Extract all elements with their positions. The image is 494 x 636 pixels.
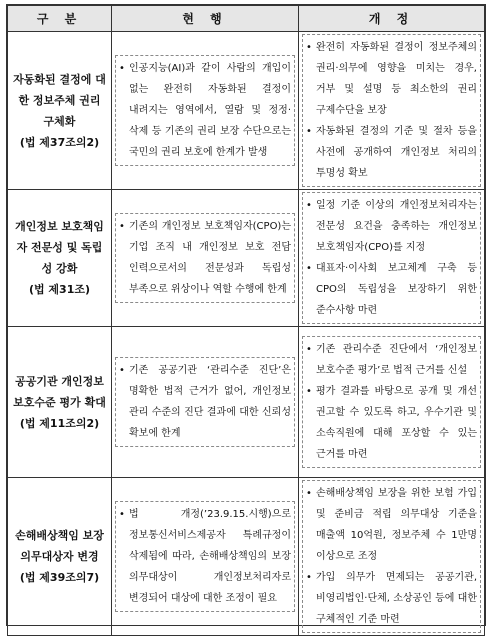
header-row: [8, 6, 485, 32]
table-row: [8, 190, 485, 327]
subject-law-reference: (법 제37조의2): [19, 135, 100, 149]
list-item-text: 손해배상책임 보장을 위한 보험 가입 및 준비금 적립 의무대상 기준을 매출액 10억원, 정보주체 수 1만명 이상으로 조정: [316, 488, 477, 562]
list-item-text: 자동화된 결정의 기준 및 절차 등을 사전에 공개하여 개인정보 처리의 투명성 확보: [316, 126, 477, 179]
bullet-icon: •: [306, 126, 312, 137]
revision-cell: [299, 327, 485, 478]
list-item: [306, 567, 477, 630]
bullet-icon: •: [306, 344, 312, 355]
header-subject: 구 분: [8, 6, 112, 32]
row-subject: [8, 478, 112, 636]
bullet-icon: •: [119, 63, 125, 74]
list-item: [306, 339, 477, 381]
list-item-text: 평가 결과를 바탕으로 공개 및 개선 권고할 수 있도록 하고, 우수기관 및 소속직원에 대해 포상할 수 있는 근거를 마련: [316, 386, 477, 460]
bullet-icon: •: [119, 509, 125, 520]
subject-law-reference: (법 제11조의2): [19, 416, 100, 430]
list-item-text: 기존 관리수준 진단에서 ‘개인정보 보호수준 평가’로 법적 근거를 신설: [316, 344, 477, 376]
list-item: [119, 504, 291, 609]
revision-box: [302, 34, 481, 187]
list-item-text: 완전히 자동화된 결정이 정보주체의 권리·의무에 영향을 미치는 경우, 거부 및 설명 등 최소한의 권리 구제수단을 보장: [316, 42, 477, 116]
comparison-table: [7, 5, 485, 636]
list-item: [306, 121, 477, 184]
list-item: [119, 216, 291, 300]
current-box: [115, 501, 295, 612]
bullet-icon: •: [306, 42, 312, 53]
bullet-icon: •: [306, 200, 312, 211]
list-item: [306, 37, 477, 121]
subject-title: 공공기관 개인정보 보호수준 평가 확대: [13, 374, 106, 409]
subject-law-reference: (법 제31조): [28, 283, 91, 296]
bullet-icon: •: [119, 365, 125, 376]
bullet-icon: •: [306, 488, 312, 499]
list-item-text: 인공지능(AI)과 같이 사람의 개입이 없는 완전히 자동화된 결정이 내려지는 영역에서, 열람 및 정정·삭제 등 기존의 권리 보장 수단으로는 국민의 권리 보호에 한계가 발생: [129, 63, 291, 158]
bullet-icon: •: [119, 221, 125, 232]
list-item-text: 법 개정(’23.9.15.시행)으로 정보통신서비스제공자 특례규정이 삭제됨에 따라, 손해배상책임의 보장 의무대상이 개인정보처리자로 변경되어 대상에 대한 조정이 필요: [129, 509, 291, 604]
row-subject: [8, 32, 112, 190]
table-row: [8, 327, 485, 478]
subject-law-reference: (법 제39조의7): [19, 571, 100, 584]
list-item: [306, 258, 477, 321]
bullet-icon: •: [306, 263, 312, 274]
current-cell: [112, 32, 299, 190]
header-revision: 개 정: [299, 6, 485, 32]
current-box: [115, 357, 295, 447]
list-item-text: 대표자·이사회 보고체계 구축 등 CPO의 독립성을 보장하기 위한 준수사항 마련: [316, 263, 477, 316]
list-item-text: 기존 공공기관 ‘관리수준 진단’은 명확한 법적 근거가 없어, 개인정보 관리 수준의 진단 결과에 대한 신뢰성 확보에 한계: [129, 365, 291, 439]
revision-cell: [299, 190, 485, 327]
current-box: [115, 213, 295, 303]
revision-box: [302, 336, 481, 468]
bullet-icon: •: [306, 572, 312, 583]
header-current: 현 행: [112, 6, 299, 32]
row-subject: [8, 190, 112, 327]
revision-box: [302, 480, 481, 633]
current-cell: [112, 478, 299, 636]
list-item: [306, 195, 477, 258]
row-subject: [8, 327, 112, 478]
list-item: [119, 360, 291, 444]
revision-cell: [299, 32, 485, 190]
bullet-icon: •: [306, 386, 312, 397]
list-item-text: 기존의 개인정보 보호책임자(CPO)는 기업 조직 내 개인정보 보호 전담 인력으로서의 전문성과 독립성 부족으로 위상이나 역할 수행에 한계: [129, 221, 291, 295]
table-row: [8, 32, 485, 190]
revision-box: [302, 192, 481, 324]
list-item: [306, 483, 477, 567]
subject-title: 손해배상책임 보장 의무대상자 변경: [15, 529, 104, 563]
revision-cell: [299, 478, 485, 636]
subject-title: 자동화된 결정에 대한 정보주체 권리 구체화: [13, 72, 106, 128]
list-item: [306, 381, 477, 465]
current-cell: [112, 190, 299, 327]
table-row: [8, 478, 485, 636]
list-item-text: 일정 기준 이상의 개인정보처리자는 전문성 요건을 충족하는 개인정보 보호책임자(CPO)를 지정: [316, 200, 477, 253]
list-item: [119, 58, 291, 163]
current-cell: [112, 327, 299, 478]
subject-title: 개인정보 보호책임자 전문성 및 독립성 강화: [15, 220, 104, 275]
list-item-text: 가입 의무가 면제되는 공공기관, 비영리법인·단체, 소상공인 등에 대한 구체적인 기준 마련: [316, 572, 477, 625]
current-box: [115, 55, 295, 166]
comparison-table-container: [6, 4, 486, 626]
